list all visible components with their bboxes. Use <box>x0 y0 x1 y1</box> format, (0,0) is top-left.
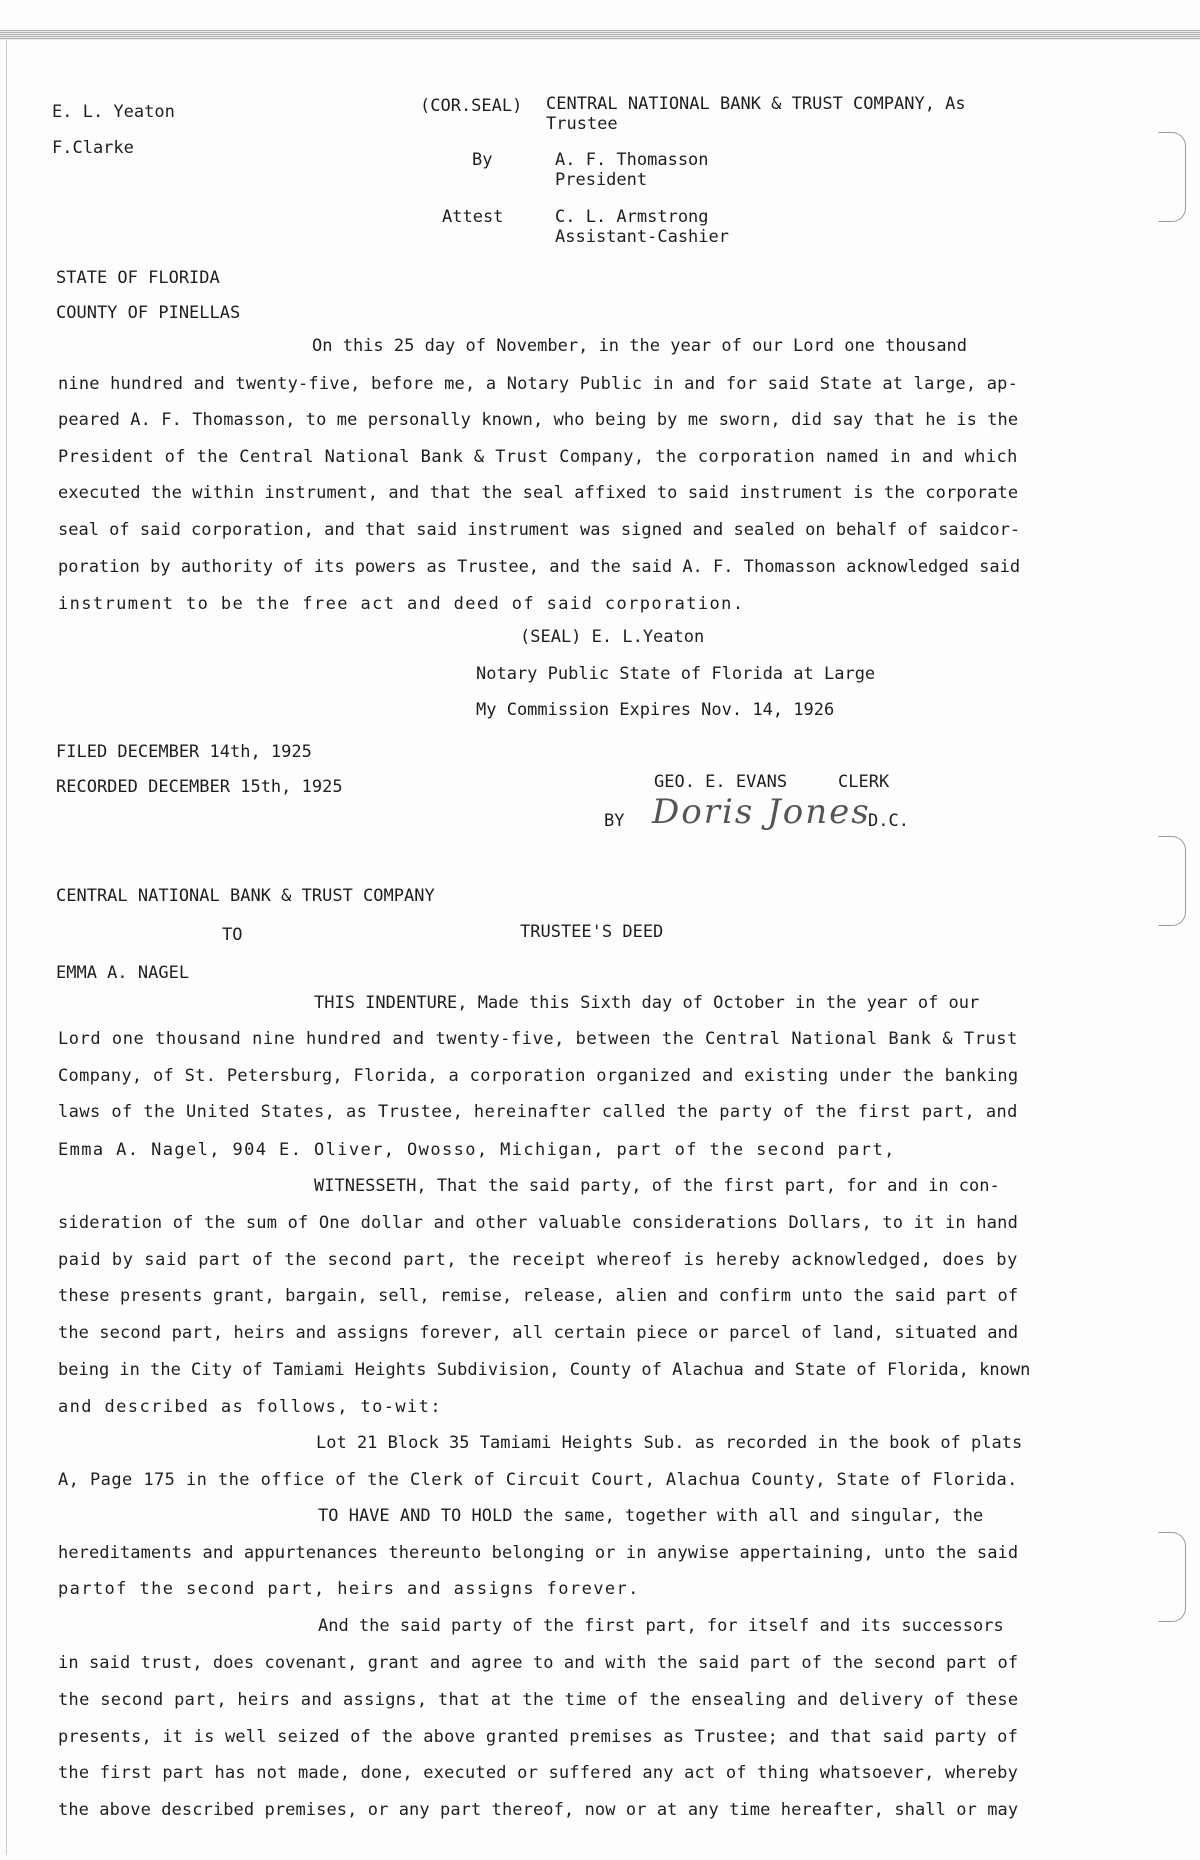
deed-body-line: Company, of St. Petersburg, Florida, a corporation organized and existing under the banking <box>58 1066 1019 1086</box>
deputy-clerk-label: D.C. <box>868 811 909 831</box>
deed-body-line: laws of the United States, as Trustee, hereinafter called the party of the first part, and <box>58 1102 1018 1122</box>
deed-body-line: Emma A. Nagel, 904 E. Oliver, Owosso, Michigan, part of the second part, <box>58 1140 896 1160</box>
deed-type-heading: TRUSTEE'S DEED <box>520 922 664 942</box>
recorded-date: RECORDED DECEMBER 15th, 1925 <box>56 777 343 797</box>
binder-hole-mark <box>1158 1532 1186 1622</box>
by-label: By <box>472 150 493 170</box>
attest-label: Attest <box>442 207 504 227</box>
filed-date: FILED DECEMBER 14th, 1925 <box>56 742 312 762</box>
grantor-heading: CENTRAL NATIONAL BANK & TRUST COMPANY <box>56 886 435 906</box>
deed-body-line: paid by said part of the second part, the receipt whereof is hereby acknowledged, does by <box>58 1250 1018 1270</box>
notary-seal-signature: (SEAL) E. L.Yeaton <box>520 627 705 647</box>
binder-hole-mark <box>1158 836 1186 926</box>
bank-name: CENTRAL NATIONAL BANK & TRUST COMPANY, As <box>546 94 966 114</box>
grantee-heading: EMMA A. NAGEL <box>56 963 190 983</box>
corporate-seal-label: (COR.SEAL) <box>420 96 523 116</box>
acknowledgment-line: On this 25 day of November, in the year of our Lord one thousand <box>312 336 968 356</box>
witness-2: F.Clarke <box>52 138 134 158</box>
president-title: President <box>555 170 648 190</box>
deed-body-line: the first part has not made, done, executed or suffered any act of thing whatsoever, whereby <box>58 1763 1019 1783</box>
deed-body-line: presents, it is well seized of the above granted premises as Trustee; and that said party of <box>58 1727 1019 1747</box>
to-heading: TO <box>222 925 243 945</box>
witness-1: E. L. Yeaton <box>52 102 175 122</box>
clerk-name: GEO. E. EVANS <box>654 772 788 792</box>
deed-body-line: hereditaments and appurtenances thereunto belonging or in anywise appertaining, unto the said <box>58 1543 1019 1563</box>
legal-description-line: Lot 21 Block 35 Tamiami Heights Sub. as recorded in the book of plats <box>316 1433 1023 1453</box>
legal-description-line: A, Page 175 in the office of the Clerk of Circuit Court, Alachua County, State of Florida. <box>58 1470 1018 1490</box>
commission-expiry: My Commission Expires Nov. 14, 1926 <box>476 700 835 720</box>
deed-body-line: And the said party of the first part, for itself and its successors <box>318 1616 1004 1636</box>
deed-body-line: TO HAVE AND TO HOLD the same, together with all and singular, the <box>318 1506 984 1526</box>
acknowledgment-line: peared A. F. Thomasson, to me personally known, who being by me sworn, did say that he is the <box>58 410 1019 430</box>
deed-body-line: THIS INDENTURE, Made this Sixth day of October in the year of our <box>314 993 980 1013</box>
deed-body-line: Lord one thousand nine hundred and twenty-five, between the Central National Bank & Trust <box>58 1029 1018 1049</box>
cashier-title: Assistant-Cashier <box>555 227 729 247</box>
deed-body-line: being in the City of Tamiami Heights Subdivision, County of Alachua and State of Florida, known <box>58 1360 1031 1380</box>
acknowledgment-line: poration by authority of its powers as Trustee, and the said A. F. Thomasson acknowledged said <box>58 557 1021 577</box>
state-heading: STATE OF FLORIDA <box>56 268 220 288</box>
deed-body-line: the above described premises, or any part thereof, now or at any time hereafter, shall or may <box>58 1800 1019 1820</box>
page-top-rule <box>0 30 1200 40</box>
president-name: A. F. Thomasson <box>555 150 709 170</box>
deputy-clerk-signature: Doris Jones <box>652 792 871 832</box>
acknowledgment-line: nine hundred and twenty-five, before me, a Notary Public in and for said State at large, ap- <box>58 374 1019 394</box>
deed-body-line: the second part, heirs and assigns, that at the time of the ensealing and delivery of these <box>58 1690 1019 1710</box>
acknowledgment-line: executed the within instrument, and that the seal affixed to said instrument is the corporate <box>58 483 1019 503</box>
clerk-title: CLERK <box>838 772 890 792</box>
deed-body-line: these presents grant, bargain, sell, remise, release, alien and confirm unto the said part of <box>58 1286 1019 1306</box>
acknowledgment-line: President of the Central National Bank & Trust Company, the corporation named in and which <box>58 447 1018 467</box>
cashier-name: C. L. Armstrong <box>555 207 709 227</box>
deed-body-line: partof the second part, heirs and assigns forever. <box>58 1579 640 1599</box>
notary-title: Notary Public State of Florida at Large <box>476 664 876 684</box>
acknowledgment-line: instrument to be the free act and deed of said corporation. <box>58 594 745 614</box>
deed-body-line: in said trust, does covenant, grant and agree to and with the said part of the second part of <box>58 1653 1019 1673</box>
deed-body-line: WITNESSETH, That the said party, of the first part, for and in con- <box>314 1176 1000 1196</box>
by-label: BY <box>604 811 625 831</box>
bank-role: Trustee <box>546 114 618 134</box>
binder-hole-mark <box>1158 132 1186 222</box>
acknowledgment-line: seal of said corporation, and that said instrument was signed and sealed on behalf of saidcor- <box>58 520 1021 540</box>
deed-body-line: sideration of the sum of One dollar and other valuable considerations Dollars, to it in hand <box>58 1213 1019 1233</box>
page-left-edge <box>6 40 7 1855</box>
deed-body-line: the second part, heirs and assigns forever, all certain piece or parcel of land, situated and <box>58 1323 1019 1343</box>
county-heading: COUNTY OF PINELLAS <box>56 303 241 323</box>
deed-body-line: and described as follows, to-wit: <box>58 1397 442 1417</box>
